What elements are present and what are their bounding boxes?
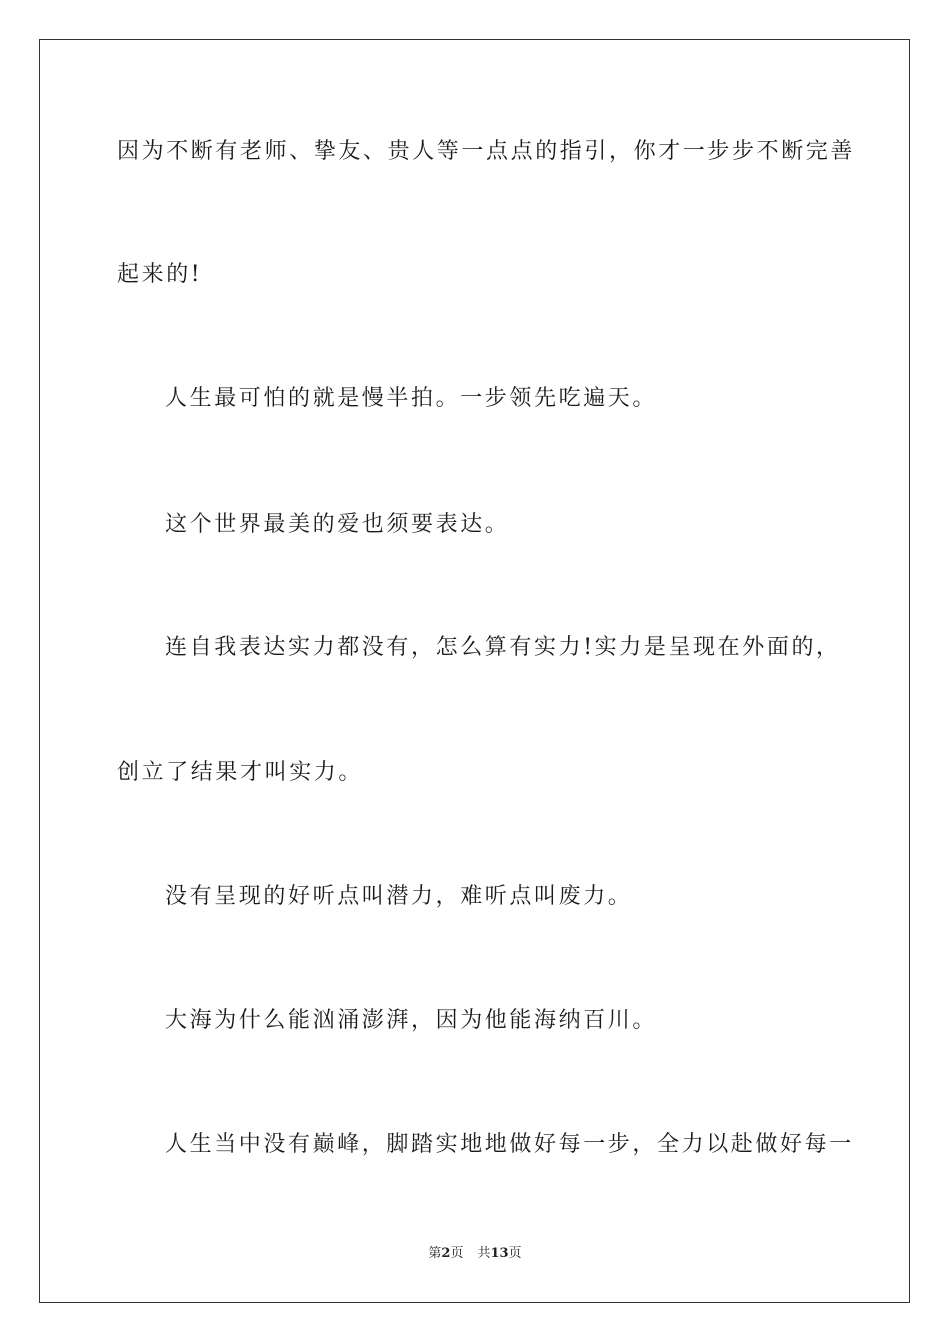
total-suffix: 页 xyxy=(508,1246,522,1261)
total-pages-indicator xyxy=(477,1246,521,1261)
paragraph-line: 起来的! xyxy=(117,262,203,287)
paragraph-line: 人生最可怕的就是慢半拍。一步领先吃遍天。 xyxy=(165,386,658,411)
page-suffix: 页 xyxy=(450,1246,464,1261)
total-prefix: 共 xyxy=(477,1246,491,1261)
total-pages: 13 xyxy=(490,1246,509,1261)
paragraph-line: 创立了结果才叫实力。 xyxy=(117,760,364,785)
paragraph-line: 因为不断有老师、挚友、贵人等一点点的指引，你才一步步不断完善 xyxy=(117,139,856,164)
page-border xyxy=(39,39,910,1303)
paragraph-line: 连自我表达实力都没有，怎么算有实力!实力是呈现在外面的， xyxy=(165,635,841,660)
paragraph-line: 人生当中没有巅峰，脚踏实地地做好每一步，全力以赴做好每一 xyxy=(165,1132,854,1157)
page-footer xyxy=(0,1245,950,1263)
page-number: 2 xyxy=(441,1246,451,1261)
page-prefix: 第 xyxy=(428,1246,442,1261)
paragraph-line: 大海为什么能汹涌澎湃，因为他能海纳百川。 xyxy=(165,1008,658,1033)
paragraph-line: 这个世界最美的爱也须要表达。 xyxy=(165,512,510,537)
paragraph-line: 没有呈现的好听点叫潜力，难听点叫废力。 xyxy=(165,884,633,909)
page-indicator xyxy=(428,1246,463,1261)
